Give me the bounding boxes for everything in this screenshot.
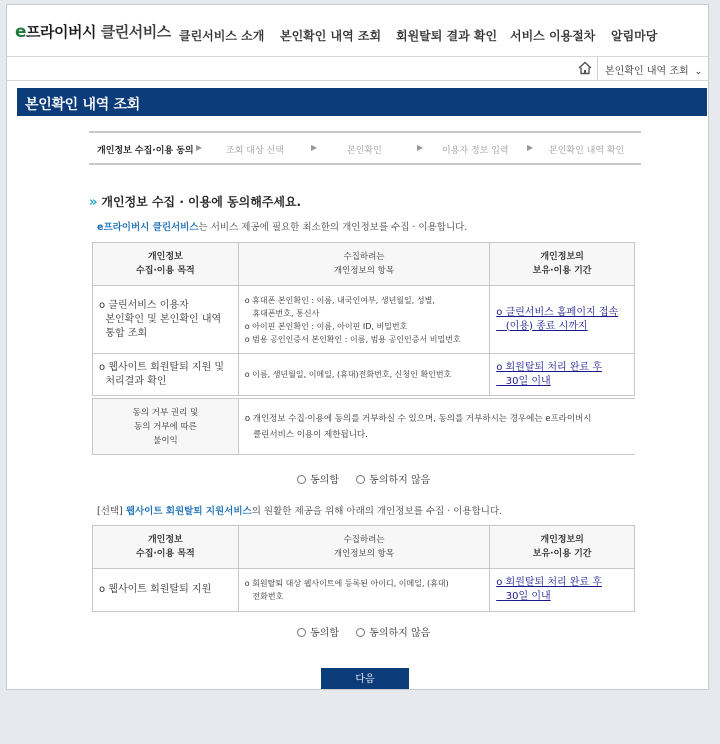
step-history-check: 본인확인 내역 확인 [549,146,625,156]
refuse-header: 동의 거부 권리 및 동의 거부에 따른 불이익 [93,399,239,455]
double-chevron-icon: » [89,195,98,210]
page-title: 본인확인 내역 조회 [25,97,140,113]
header-items: 수집하려는 개인정보의 항목 [238,526,490,569]
section-title: » 개인정보 수집 · 이용에 동의해주세요. [89,195,302,210]
step-identity: 본인확인 [347,146,382,156]
disagree-radio[interactable] [356,628,365,637]
header-items: 수집하려는 개인정보의 항목 [238,243,490,286]
period-cell: o 클린서비스 홈페이지 접속 (이용) 종료 시까지 [490,286,635,354]
breadcrumb-select[interactable]: 본인확인 내역 조회 ⌄ [605,66,703,77]
top-navigation [7,5,708,57]
table-row [93,286,635,354]
section2-intro: [선택] 웹사이트 회원탈퇴 지원서비스의 원활한 제공을 위해 아래의 개인정보를 수집 · 이용합니다. [97,506,503,517]
agree-option[interactable]: 동의함 [297,471,339,486]
agree-option[interactable]: 동의함 [297,624,339,639]
optional-consent-table [92,525,635,612]
page-title-bar [17,88,707,116]
purpose-cell: o 클린서비스 이용자 본인확인 및 본인확인 내역 통합 조회 [93,286,239,354]
purpose-cell: o 웹사이트 회원탈퇴 지원 [93,569,239,612]
disagree-option[interactable]: 동의하지 않음 [356,624,430,639]
agree-radio[interactable] [297,475,306,484]
table-header-row [93,526,635,569]
menu-identity-history[interactable]: 본인확인 내역 조회 [280,29,382,43]
menu-service-procedure[interactable]: 서비스 이용절차 [510,29,596,43]
disagree-option[interactable]: 동의하지 않음 [356,471,430,486]
step-select-target: 조회 대상 선택 [226,146,284,156]
items-cell: o 휴대폰 본인확인 : 이름, 내국인여부, 생년월일, 성별, 휴대폰번호, 통신사 o 아이핀 본인확인 : 이름, 아이핀 ID, 비밀번호 o 범용 공인인증서 본인확인 : 이름, 범용 공인인증서 비밀번호 [238,286,490,354]
step-arrow-icon: ▶ [527,143,534,152]
agree-radio[interactable] [297,628,306,637]
next-button[interactable]: 다음 [321,668,409,690]
breadcrumb-divider [597,57,598,81]
step-consent: 개인정보 수집·이용 동의 [97,146,194,156]
table-header-row [93,243,635,286]
header-purpose: 개인정보 수집·이용 목적 [93,243,239,286]
purpose-cell: o 웹사이트 회원탈퇴 지원 및 처리결과 확인 [93,354,239,396]
step-arrow-icon: ▶ [417,143,424,152]
header-period: 개인정보의 보유·이용 기간 [490,526,635,569]
refuse-text: o 개인정보 수집·이용에 동의를 거부하실 수 있으며, 동의를 거부하시는 경우에는 e프라이버시 클린서비스 이용이 제한됩니다. [238,399,635,455]
header-period: 개인정보의 보유·이용 기간 [490,243,635,286]
table-row [93,399,636,455]
site-logo[interactable]: e프라이버시 클린서비스 [15,22,171,42]
section-intro: e프라이버시 클린서비스는 서비스 제공에 필요한 최소한의 개인정보를 수집 · 이용합니다. [97,222,468,233]
items-cell: o 회원탈퇴 대상 웹사이트에 등록된 아이디, 이메일, (휴대) 전화번호 [238,569,490,612]
period-cell: o 회원탈퇴 처리 완료 후 30일 이내 [490,569,635,612]
step-arrow-icon: ▶ [196,143,203,152]
consent-radio-group [297,471,444,486]
header-purpose: 개인정보 수집·이용 목적 [93,526,239,569]
period-cell: o 회원탈퇴 처리 완료 후 30일 이내 [490,354,635,396]
menu-service-intro[interactable]: 클린서비스 소개 [179,29,265,43]
table-row [93,569,635,612]
chevron-down-icon: ⌄ [694,67,703,77]
table-row [93,354,635,396]
step-indicator [89,131,641,165]
consent-table [92,242,635,396]
items-cell: o 이름, 생년월일, 이메일, (휴대)전화번호, 신청인 확인번호 [238,354,490,396]
breadcrumb [7,57,708,81]
optional-consent-radio-group [297,624,444,639]
page-frame [6,4,709,690]
step-user-info: 이용자 정보 입력 [442,146,509,156]
refuse-table [92,398,635,455]
menu-withdrawal-result[interactable]: 회원탈퇴 결과 확인 [396,29,498,43]
disagree-radio[interactable] [356,475,365,484]
menu-notice[interactable]: 알림마당 [611,29,658,43]
home-icon[interactable] [577,60,593,76]
step-arrow-icon: ▶ [311,143,318,152]
